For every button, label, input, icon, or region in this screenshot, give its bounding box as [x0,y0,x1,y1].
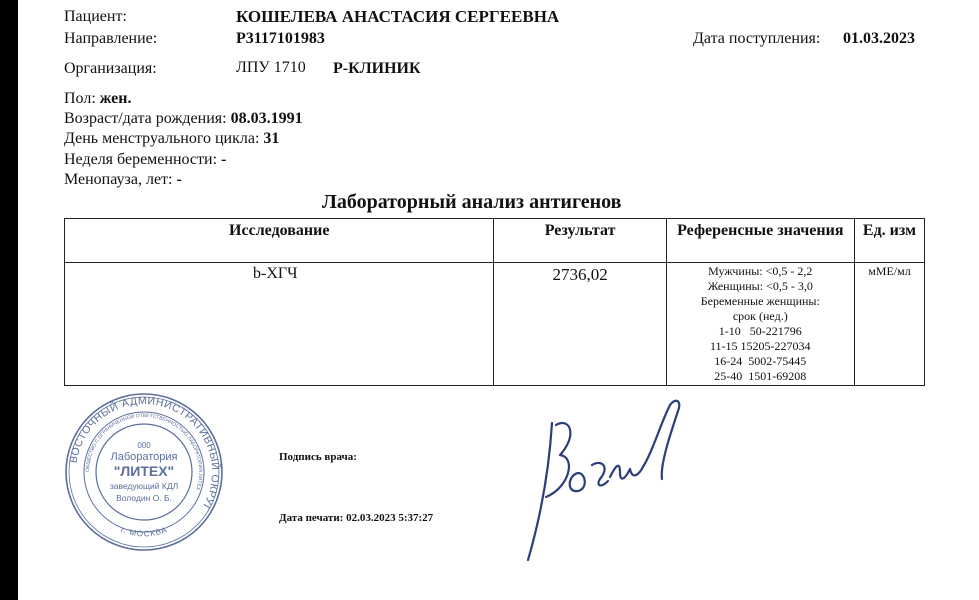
document-title: Лабораторный анализ антигенов [322,191,622,213]
stamp-inner-ring-text: ОБЩЕСТВО С ОГРАНИЧЕННОЙ ОТВЕТСТВЕННОСТЬЮ ЛАБОРАТОРИЯ ЛИТЕХ [84,412,204,491]
direction-number: Р3117101983 [236,30,325,47]
study-name: b-ХГЧ [65,263,494,386]
header-study: Исследование [65,219,494,263]
print-date-row [279,512,433,524]
sex-label: Пол: [64,90,96,107]
header-reference: Референсные значения [666,219,854,263]
patient-label: Пациент: [64,8,127,25]
organization-code: ЛПУ 1710 [236,59,306,76]
table-header-row [65,219,925,263]
reference-line: 25-40 1501-69208 [714,369,807,383]
stamp-city-text: г. МОСКВА [119,524,169,539]
menopause-row [64,171,182,189]
reference-line: срок (нед.) [732,309,788,323]
results-table [64,218,925,386]
menopause-value: - [176,171,182,188]
cycle-label: День менструального цикла: [64,130,260,147]
unit-value: мМЕ/мл [854,263,924,386]
reference-line: Беременные женщины: [700,294,820,308]
lab-stamp [64,390,224,554]
print-date-value: 02.03.2023 5:37:27 [346,512,434,524]
pregnancy-label: Неделя беременности: [64,151,218,168]
stamp-line: Володин О. Б. [116,493,172,503]
reference-values [666,263,854,386]
header-result: Результат [494,219,666,263]
stamp-line: Лаборатория [110,451,178,463]
patient-name: КОШЕЛЕВА АНАСТАСИЯ СЕРГЕЕВНА [236,7,560,26]
header-unit: Ед. изм [854,219,924,263]
birth-row [64,110,303,128]
cycle-value: 31 [263,130,280,147]
birth-value: 08.03.1991 [230,110,303,127]
birth-label: Возраст/дата рождения: [64,110,227,127]
admission-date: 01.03.2023 [843,30,915,47]
menopause-label: Менопауза, лет: [64,171,173,188]
sex-value: жен. [99,90,132,107]
doctor-signature [520,395,695,565]
cycle-row [64,130,279,148]
reference-line: 1-10 50-221796 [718,324,802,338]
print-date-label: Дата печати: [279,512,344,524]
direction-label: Направление: [64,30,158,47]
table-row [65,263,925,386]
stamp-line: 000 [137,441,151,450]
sex-row [64,90,132,108]
result-value: 2736,02 [494,263,666,386]
stamp-ring-text: ВОСТОЧНЫЙ АДМИНИСТРАТИВНЫЙ ОКРУГ [67,394,222,514]
reference-line: Мужчины: <0,5 - 2,2 [708,264,813,278]
stamp-line: заведующий КДЛ [109,481,179,491]
pregnancy-value: - [221,151,227,168]
admission-label: Дата поступления: [693,30,821,47]
reference-line: 11-15 15205-227034 [710,339,811,353]
organization-label: Организация: [64,60,157,77]
signature-label: Подпись врача: [279,451,357,463]
reference-line: Женщины: <0,5 - 3,0 [707,279,813,293]
pregnancy-row [64,151,226,169]
stamp-lab-name: "ЛИТЕХ" [113,463,175,479]
organization-name: Р-КЛИНИК [333,60,421,77]
reference-line: 16-24 5002-75445 [714,354,807,368]
